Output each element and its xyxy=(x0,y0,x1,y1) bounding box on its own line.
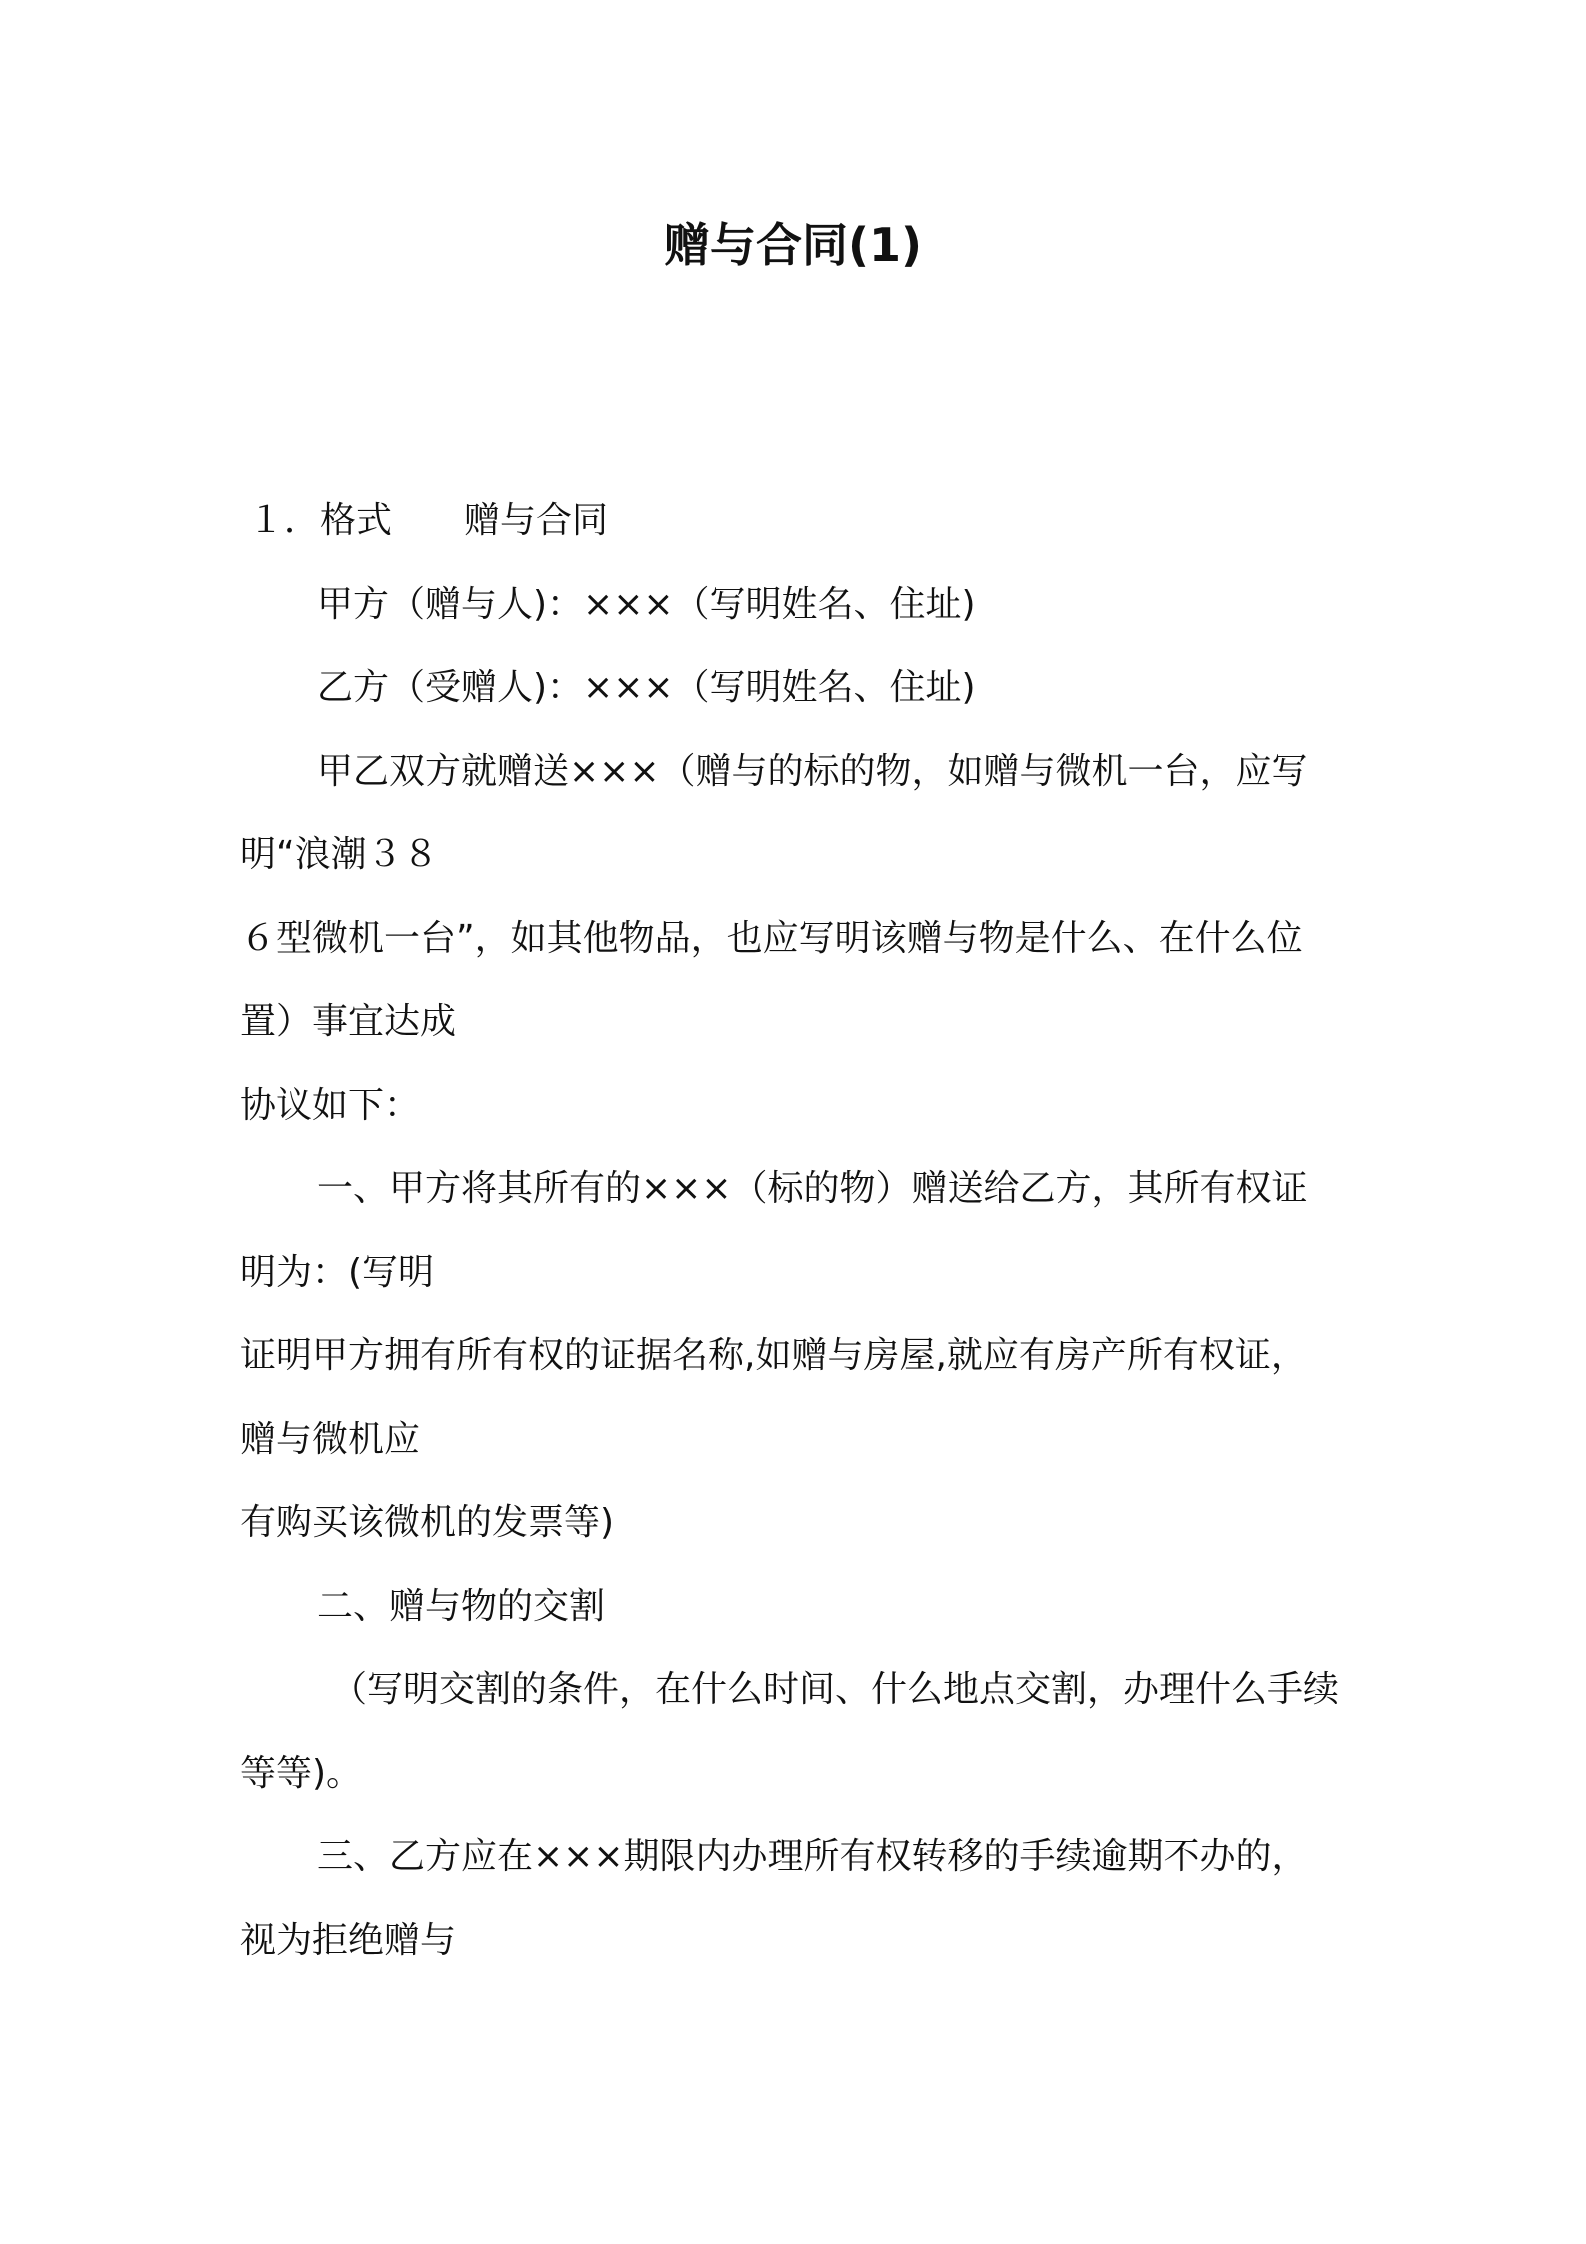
body-line: 视为拒绝赠与 xyxy=(240,1920,457,1961)
body-line: 证明甲方拥有所有权的证据名称,如赠与房屋,就应有房产所有权证， xyxy=(240,1335,1307,1376)
clause-one-line: 一、甲方将其所有的×××（标的物）赠送给乙方，其所有权证 xyxy=(317,1168,1308,1209)
body-line: 协议如下： xyxy=(240,1085,421,1126)
body-line: 明为：(写明 xyxy=(240,1252,435,1293)
body-line: 有购买该微机的发票等) xyxy=(240,1502,615,1543)
body-line: ６型微机一台”，如其他物品，也应写明该赠与物是什么、在什么位 xyxy=(240,918,1303,959)
clause-three-line: 三、乙方应在×××期限内办理所有权转移的手续逾期不办的， xyxy=(317,1836,1308,1877)
document-title: 赠与合同(1) xyxy=(663,218,923,272)
body-line: 甲乙双方就赠送×××（赠与的标的物，如赠与微机一台，应写 xyxy=(317,751,1308,792)
body-line: （写明交割的条件，在什么时间、什么地点交割，办理什么手续 xyxy=(331,1669,1340,1710)
body-line: 置）事宜达成 xyxy=(240,1001,457,1042)
clause-two-heading: 二、赠与物的交割 xyxy=(317,1586,606,1627)
party-b-line: 乙方（受赠人)：×××（写明姓名、住址) xyxy=(317,667,976,708)
body-line: 等等)。 xyxy=(240,1753,363,1794)
body-line: 赠与微机应 xyxy=(240,1419,421,1460)
party-a-line: 甲方（赠与人)：×××（写明姓名、住址) xyxy=(317,584,976,625)
body-line: 明“浪潮３８ xyxy=(240,834,439,875)
section-heading-format: １．格式 赠与合同 xyxy=(248,500,609,541)
